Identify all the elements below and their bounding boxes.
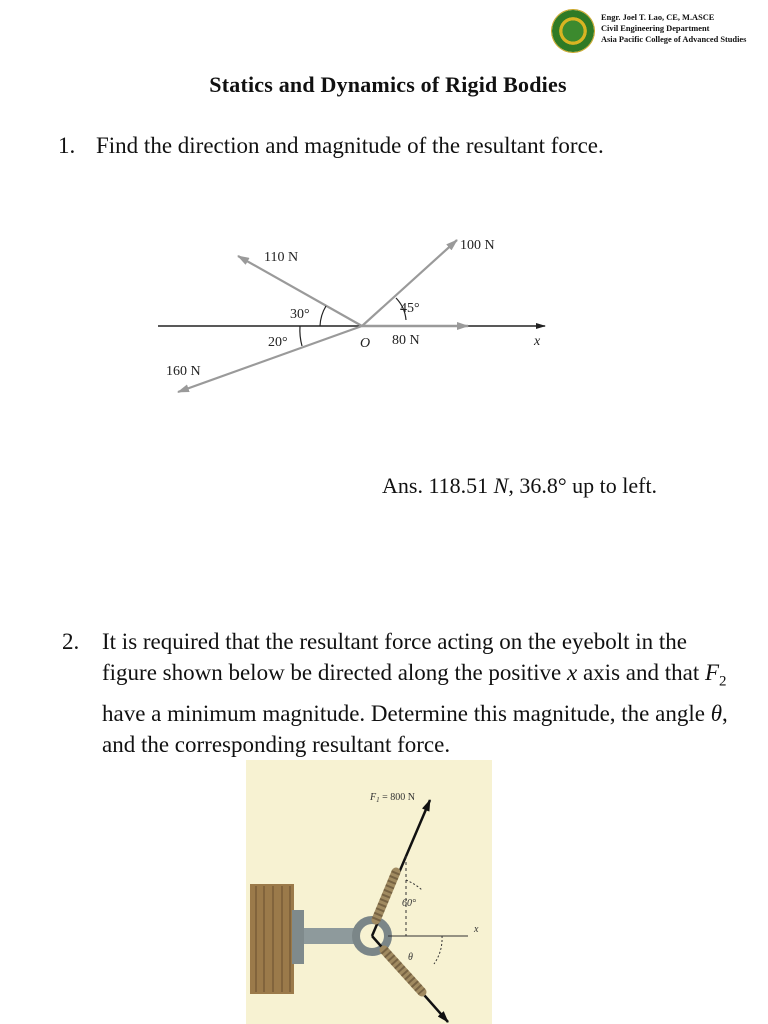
label-angle-30: 30°: [290, 307, 310, 322]
angle-60-label: 60°: [402, 898, 416, 909]
problem-1-number: 1.: [58, 133, 76, 158]
var-x: x: [567, 660, 578, 685]
angle-theta-arc: [434, 936, 442, 964]
problem-1-text: Find the direction and magnitude of the resultant force.: [96, 133, 604, 158]
answer-value: Ans. 118.51: [382, 473, 489, 498]
label-origin: O: [360, 336, 371, 351]
angle-20-arc: [300, 326, 302, 346]
label-160n: 160 N: [166, 364, 201, 379]
problem-2-text-part-c: have a minimum magnitude. Determine this magnitude, the angle: [102, 700, 705, 726]
page-title: Statics and Dynamics of Rigid Bodies: [209, 72, 567, 97]
problem-2-text-part-d: , and the corresponding resultant force.: [102, 700, 728, 757]
answer-unit: N: [493, 473, 509, 498]
eyebolt-drawing: [246, 760, 492, 1024]
author-name: Engr. Joel T. Lao, CE, M.ASCE: [601, 13, 715, 22]
bolt-plate: [292, 910, 304, 964]
var-theta: θ: [710, 700, 723, 726]
label-100n: 100 N: [460, 238, 495, 253]
var-f-subscript: 2: [719, 673, 727, 690]
problem-2: [62, 626, 742, 760]
theta-label: θ: [408, 952, 413, 963]
problem-2-text: [102, 626, 742, 760]
problem-2-number: 2.: [62, 629, 80, 654]
author-department: Civil Engineering Department: [601, 24, 710, 33]
label-angle-45: 45°: [400, 301, 420, 316]
answer-direction: , 36.8° up to left.: [508, 473, 658, 498]
var-f: F: [704, 660, 720, 685]
label-angle-20: 20°: [268, 335, 288, 350]
label-80n: 80 N: [392, 333, 420, 348]
author-block: [601, 12, 746, 45]
problem-1-answer: [382, 473, 657, 499]
problem-1-force-diagram: [150, 228, 570, 403]
problem-1: [58, 130, 738, 161]
f1-label: $F_1 = 800$ N: [370, 792, 415, 804]
angle-60-arc: [406, 880, 422, 890]
bolt-shank: [304, 928, 356, 944]
problem-2-eyebolt-figure: [246, 760, 492, 1024]
problem-2-text-part-b: axis and that: [582, 660, 700, 685]
college-seal-logo: [552, 10, 594, 52]
x-axis-label: x: [474, 924, 479, 935]
f2-cable-segment: [384, 950, 422, 992]
label-110n: 110 N: [264, 250, 299, 265]
problem-2-text-part-a: It is required that the resultant force acting on the eyebolt in the figure shown below be directed along the positive: [102, 629, 688, 685]
angle-30-arc: [320, 306, 326, 326]
author-college: Asia Pacific College of Advanced Studies: [601, 35, 747, 44]
label-x-axis: x: [534, 334, 541, 349]
